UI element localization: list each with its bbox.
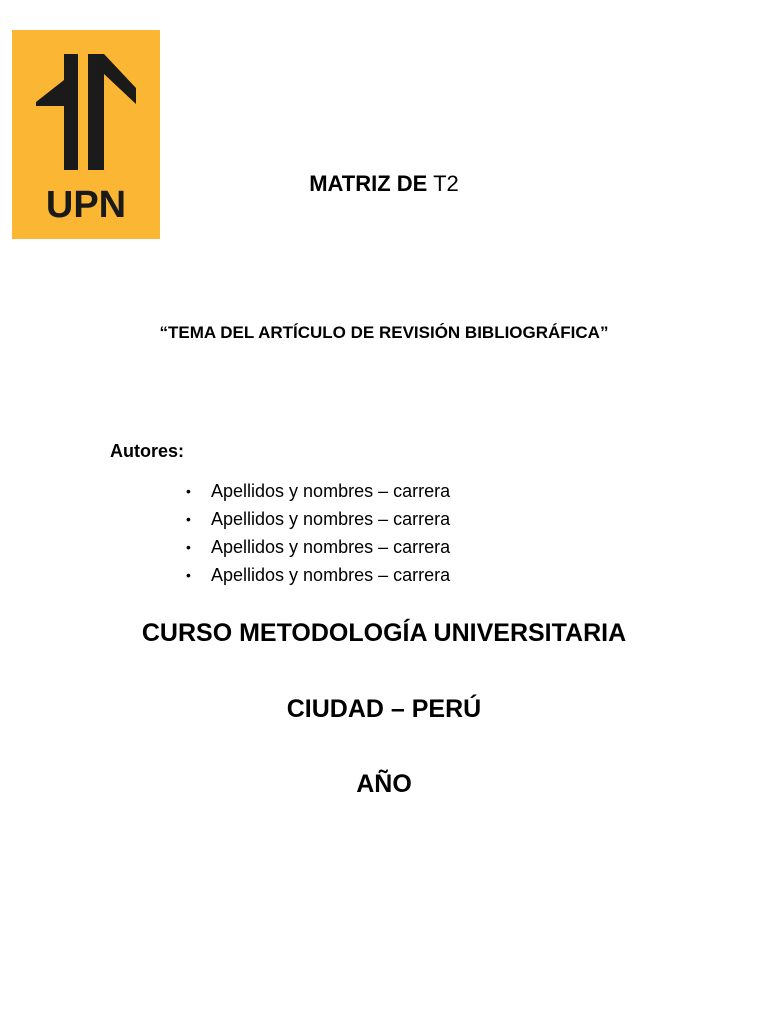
course-name: CURSO METODOLOGÍA UNIVERSITARIA xyxy=(141,619,627,647)
city-country: CIUDAD – PERÚ xyxy=(286,695,482,723)
list-item xyxy=(186,477,450,505)
bullet-icon: • xyxy=(186,511,191,527)
list-item xyxy=(186,561,450,589)
bullet-icon: • xyxy=(186,567,191,583)
upn-logo xyxy=(12,30,160,239)
article-topic: “TEMA DEL ARTÍCULO DE REVISIÓN BIBLIOGRÁFICA” xyxy=(159,323,609,342)
title-bold: MATRIZ DE xyxy=(309,171,428,196)
document-title xyxy=(0,170,768,198)
title-normal: T2 xyxy=(433,171,459,196)
author-text: Apellidos y nombres – carrera xyxy=(211,509,451,529)
bullet-icon: • xyxy=(186,483,191,499)
bullet-icon: • xyxy=(186,539,191,555)
logo-text: UPN xyxy=(45,184,127,226)
list-item xyxy=(186,533,450,561)
authors-label: Autores: xyxy=(110,441,185,461)
author-text: Apellidos y nombres – carrera xyxy=(211,565,451,585)
author-text: Apellidos y nombres – carrera xyxy=(211,537,451,557)
list-item xyxy=(186,505,450,533)
upn-arrow-logo-icon xyxy=(12,30,160,239)
year: AÑO xyxy=(356,770,412,798)
authors-list xyxy=(186,477,450,589)
author-text: Apellidos y nombres – carrera xyxy=(211,481,451,501)
